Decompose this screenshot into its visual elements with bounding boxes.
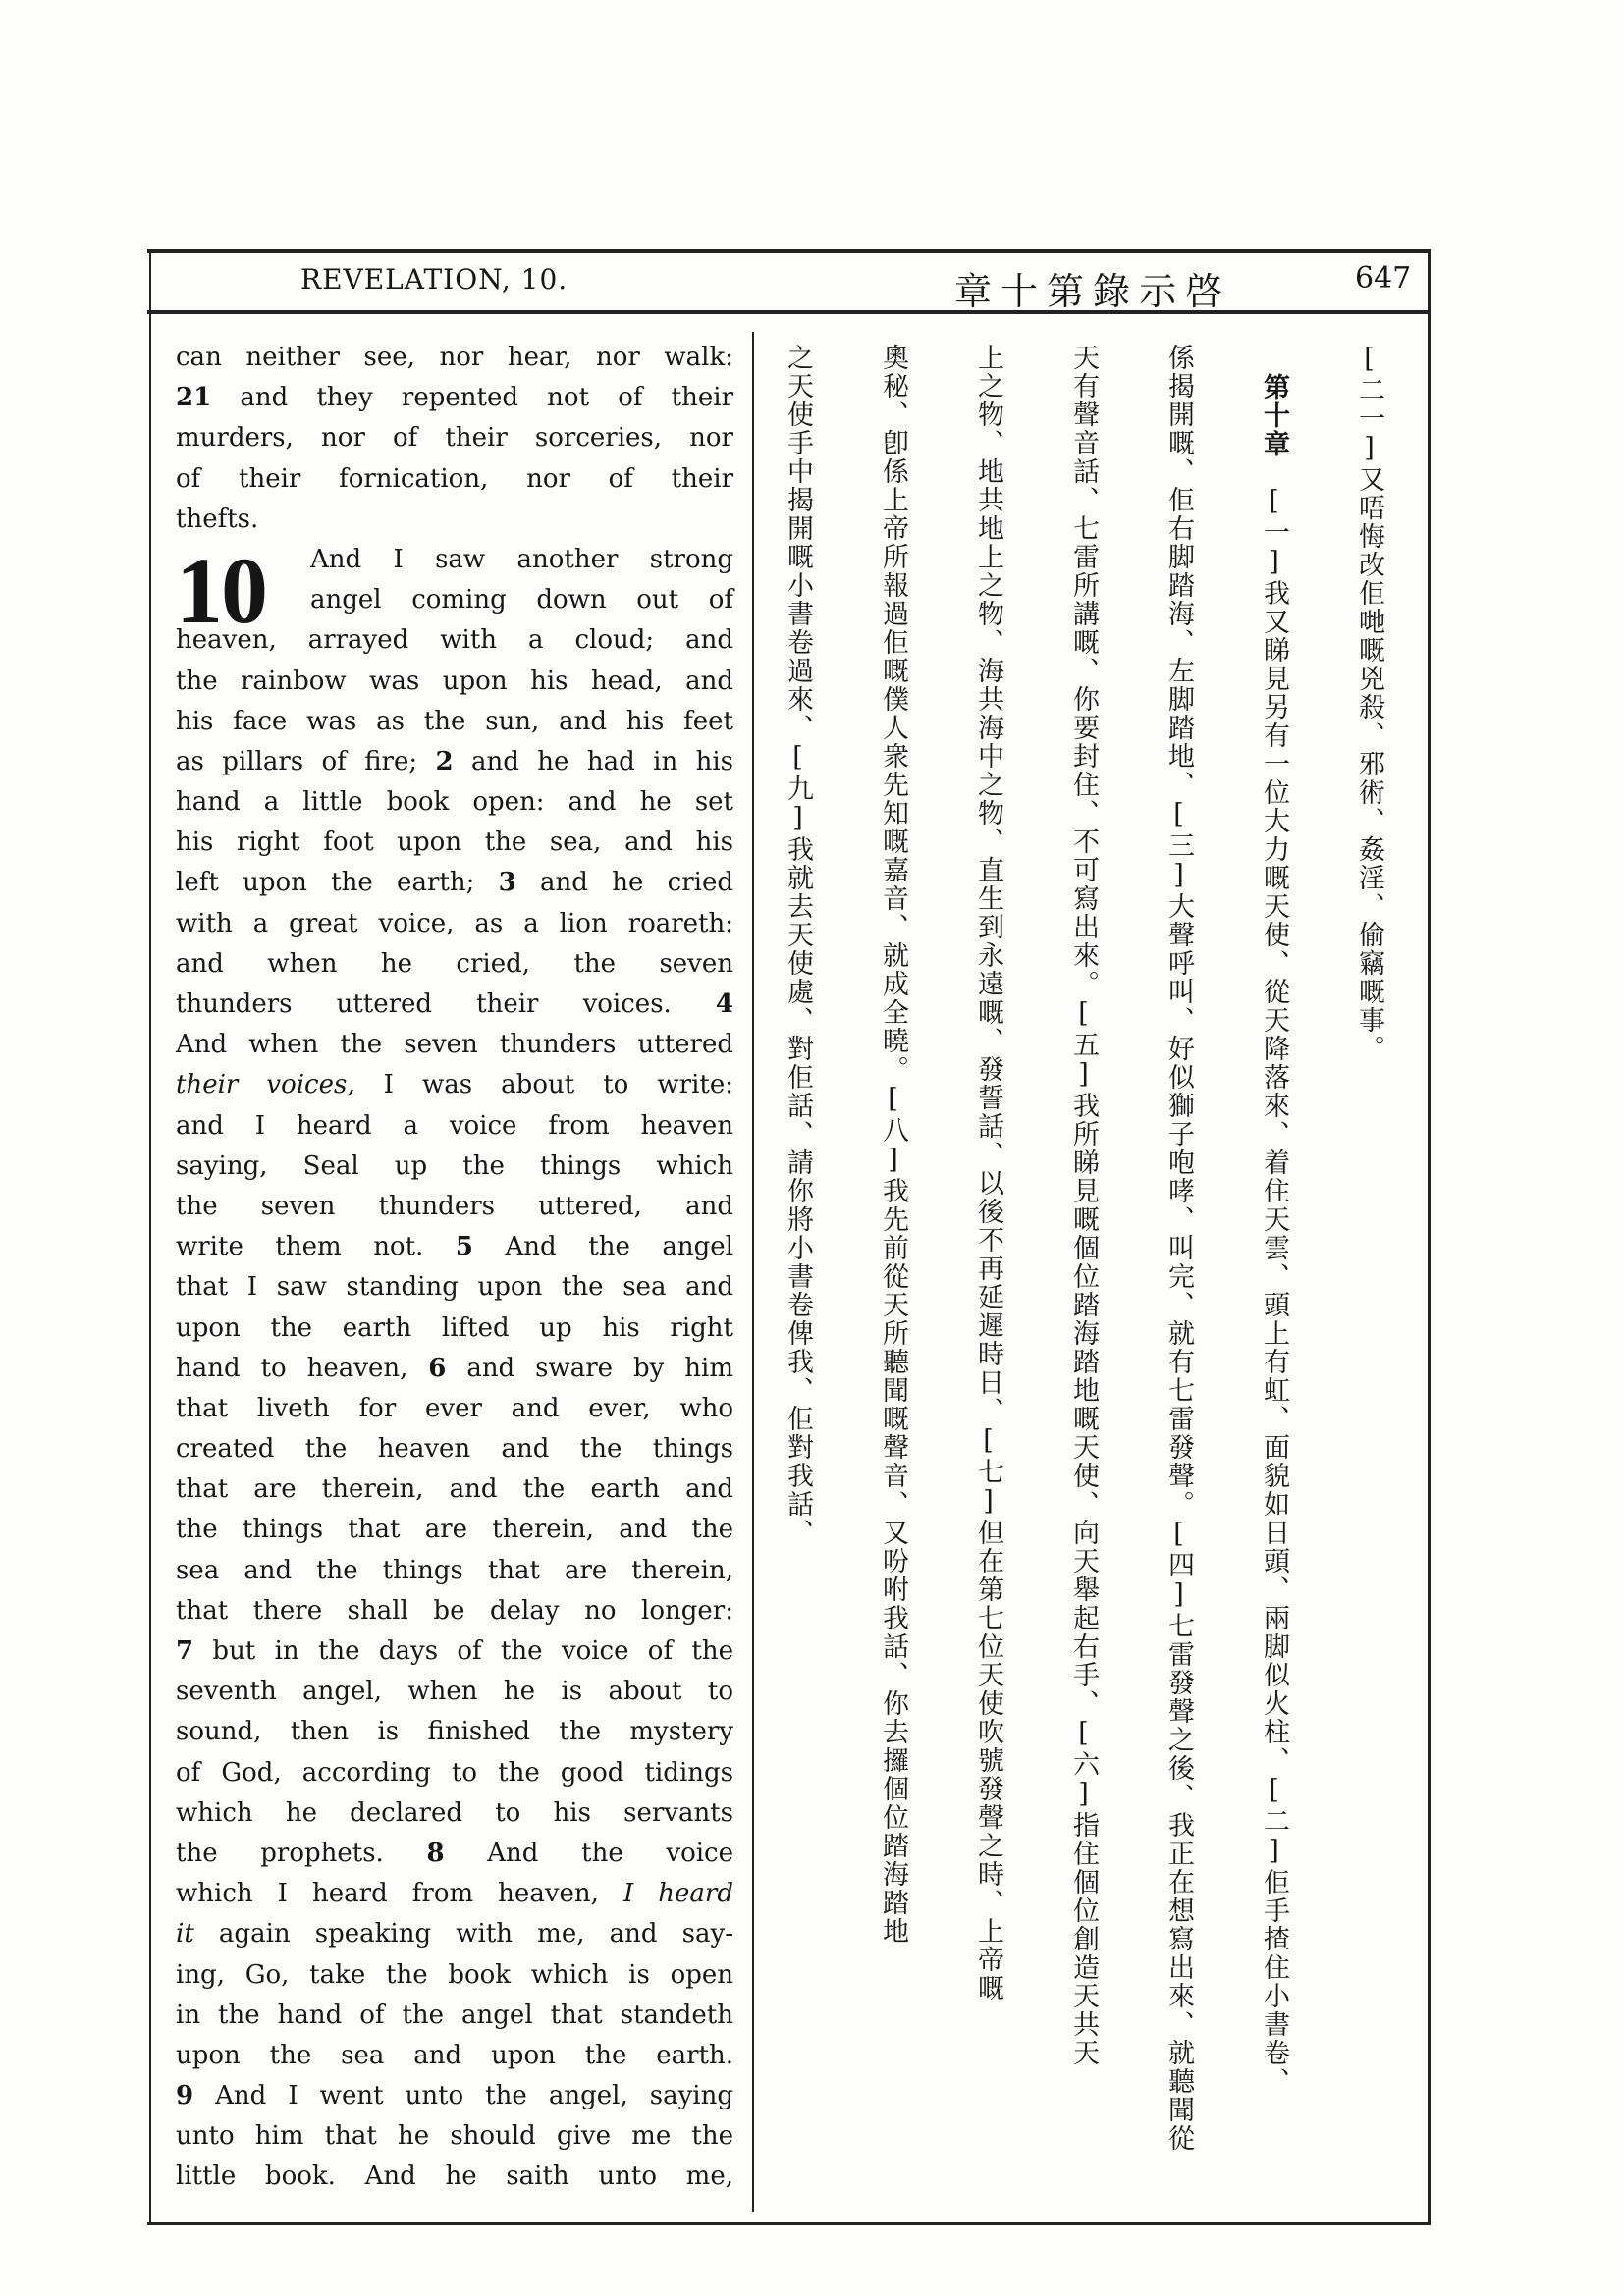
text-run: of their fornication, nor of their [176,463,733,494]
text-run: I was about to write: [354,1070,733,1100]
text-line [176,702,733,742]
text-line [176,1551,733,1591]
text-line [176,1753,733,1793]
title-char: 示 [1139,270,1177,313]
text-run: sea and the things that are therein, [176,1555,733,1585]
text-line [176,1389,733,1429]
text-line [176,1469,733,1510]
text-line [176,1429,733,1469]
chinese-column: [二一]又唔悔改佢哋嘅兇殺、邪術、姦淫、偷竊嘅事。 [1354,344,1384,1063]
chinese-column: 係揭開嘅、佢右脚踏海、左脚踏地、[三]大聲呼叫、好似獅子咆哮、叫完、就有七雷發聲。[四]七雷發聲之後、我正在想寫出來、就聽聞從 [1163,344,1194,2153]
text-line [176,1712,733,1752]
text-run: hand to heaven, [176,1353,429,1383]
text-line [176,904,733,944]
text-line [176,418,733,458]
text-run: the rainbow was upon his head, and [176,666,733,696]
text-run: the seven thunders uttered, and [176,1191,733,1221]
text-line [176,1025,733,1065]
text-line [176,2157,733,2197]
frame-bottom-rule [147,2222,1431,2225]
text-run: that are therein, and the earth and [176,1474,733,1505]
text-run: that I saw standing upon the sea and [176,1272,733,1303]
text-run: heaven, arrayed with a cloud; and [176,625,733,656]
frame-left-rule [149,251,151,2224]
text-run: as pillars of fire; [176,746,436,776]
text-run: his face was as the sun, and his feet [176,706,733,736]
text-line [176,944,733,985]
text-run: seventh angel, when he is about to [176,1677,733,1707]
text-line [176,1510,733,1550]
text-run: unto him that he should give me the [176,2121,733,2152]
chinese-column: 上之物、地共地上之物、海共海中之物、直生到永遠嘅、發誓話、以後不再延遲時日、[七]但在第七位天使吹號發聲之時、上帝嘅 [973,344,1003,2002]
running-title: REVELATION, 10. [300,263,568,295]
text-run: And I went unto the angel, saying [193,2081,733,2111]
chapter-heading: 第十章 [1259,373,1289,458]
text-line [176,662,733,702]
text-line [176,1834,733,1874]
italic-text: I heard [622,1879,734,1909]
text-run: And I saw another strong [310,544,733,574]
text-line [176,1227,733,1267]
chinese-column: 奧秘、卽係上帝所報過佢嘅僕人衆先知嘅嘉音、就成全曉。[八]我先前從天所聽聞嘅聲音、又吩咐我話、你去攞個位踏海踏地 [878,344,908,1946]
text-run: ing, Go, take the book which is open [176,1959,733,1990]
title-char: 十 [1001,270,1039,313]
text-line [176,823,733,863]
text-run: And the voice [444,1838,733,1868]
text-run: and they repented not of their [211,383,733,413]
italic-text: their voices, [176,1070,355,1100]
text-run: and he cried [515,868,734,898]
column-divider [752,332,754,2212]
text-run: And when the seven thunders uttered [176,1030,733,1060]
text-line [176,378,733,418]
text-line [176,1106,733,1147]
verse-number: 21 [176,383,212,413]
text-run: write them not. [176,1232,456,1262]
italic-text: it [176,1919,194,1949]
verse-number: 3 [498,868,516,898]
text-run: and he had in his [453,746,733,776]
text-run: thefts. [176,504,259,534]
text-run: upon the earth lifted up his right [176,1312,733,1343]
text-run: and I heard a voice from heaven [176,1110,733,1141]
text-run: of God, according to the good tidings [176,1757,733,1788]
chinese-column: 天有聲音話、七雷所講嘅、你要封住、不可寫出來。[五]我所睇見嘅個位踏海踏地嘅天使、向天舉起右手、[六]指住個位創造天共天 [1068,344,1099,2067]
text-run: but in the days of the voice of the [193,1636,733,1666]
text-line [176,1591,733,1631]
text-line [176,338,733,378]
text-line [176,742,733,782]
text-line [176,1349,733,1389]
text-run: can neither see, nor hear, nor walk: [176,343,733,372]
text-run: angel coming down out of [310,585,733,615]
text-run: and sware by him [446,1353,733,1383]
text-run: the prophets. [176,1838,427,1868]
text-run: created the heaven and the things [176,1434,733,1465]
verse-number: 7 [176,1636,194,1666]
frame-top-rule [147,249,1431,253]
text-line [176,1672,733,1712]
text-run: which he declared to his servants [176,1797,733,1828]
text-run: again speaking with me, and say- [193,1919,733,1949]
text-line [176,459,733,500]
title-char: 第 [1047,270,1085,313]
text-run: with a great voice, as a lion roareth: [176,908,733,938]
chapter-number: 10 [176,538,266,643]
text-line [176,1874,733,1914]
text-line [176,1308,733,1349]
title-char: 啓 [1185,270,1223,313]
text-run: sound, then is finished the mystery [176,1717,733,1747]
text-run: and when he cried, the seven [176,948,733,979]
text-run: left upon the earth; [176,868,499,898]
text-line [176,2036,733,2076]
verse-number: 4 [715,989,733,1019]
verse-number: 8 [426,1838,445,1868]
verse-number: 5 [455,1232,473,1262]
title-char: 錄 [1093,270,1131,313]
text-run: saying, Seal up the things which [176,1150,733,1181]
text-line [176,2116,733,2157]
text-line [176,863,733,903]
header-bottom-rule [147,310,1431,314]
text-run: which I heard from heaven, [176,1879,623,1909]
text-run: little book. And he saith unto me, [176,2162,733,2192]
text-line [176,1793,733,1834]
text-run: hand a little book open: and he set [176,787,733,818]
text-run: thunders uttered their voices. [176,989,716,1019]
text-run: that liveth for ever and ever, who [176,1393,733,1423]
text-run: in the hand of the angel that standeth [176,2000,733,2030]
text-line [176,1187,733,1227]
text-run: his right foot upon the sea, and his [176,828,733,858]
text-line [176,782,733,823]
title-char: 章 [954,270,993,313]
text-line [176,1267,733,1308]
text-run: And the angel [472,1232,733,1262]
text-run: the things that are therein, and the [176,1515,733,1545]
page-number: 647 [1355,261,1412,295]
text-line [176,500,733,540]
text-line [176,1631,733,1672]
text-line [176,1996,733,2036]
text-run: murders, nor of their sorceries, nor [176,423,733,454]
text-run: that there shall be delay no longer: [176,1595,733,1626]
text-line [176,2076,733,2116]
text-line [176,1955,733,1996]
verse-number: 6 [428,1353,447,1383]
verse-number: 2 [435,746,454,776]
verse-number: 9 [176,2081,194,2111]
chinese-column: 之天使手中揭開嘅小書卷過來、[九]我就去天使處、對佢話、請你將小書卷俾我、佢對我話、 [783,344,813,1547]
chinese-running-title [954,261,1222,315]
chinese-column: [一]我又睇見另有一位大力嘅天使、從天降落來、着住天雲、頭上有虹、面貌如日頭、兩脚似火柱、[二]佢手揸住小書卷、 [1259,486,1289,2096]
text-line [176,1914,733,1954]
frame-right-rule [1428,251,1431,2224]
text-run: upon the sea and upon the earth. [176,2040,733,2070]
text-line [176,1065,733,1105]
text-line [176,985,733,1025]
english-text-column [176,338,733,2198]
text-line [176,1147,733,1187]
